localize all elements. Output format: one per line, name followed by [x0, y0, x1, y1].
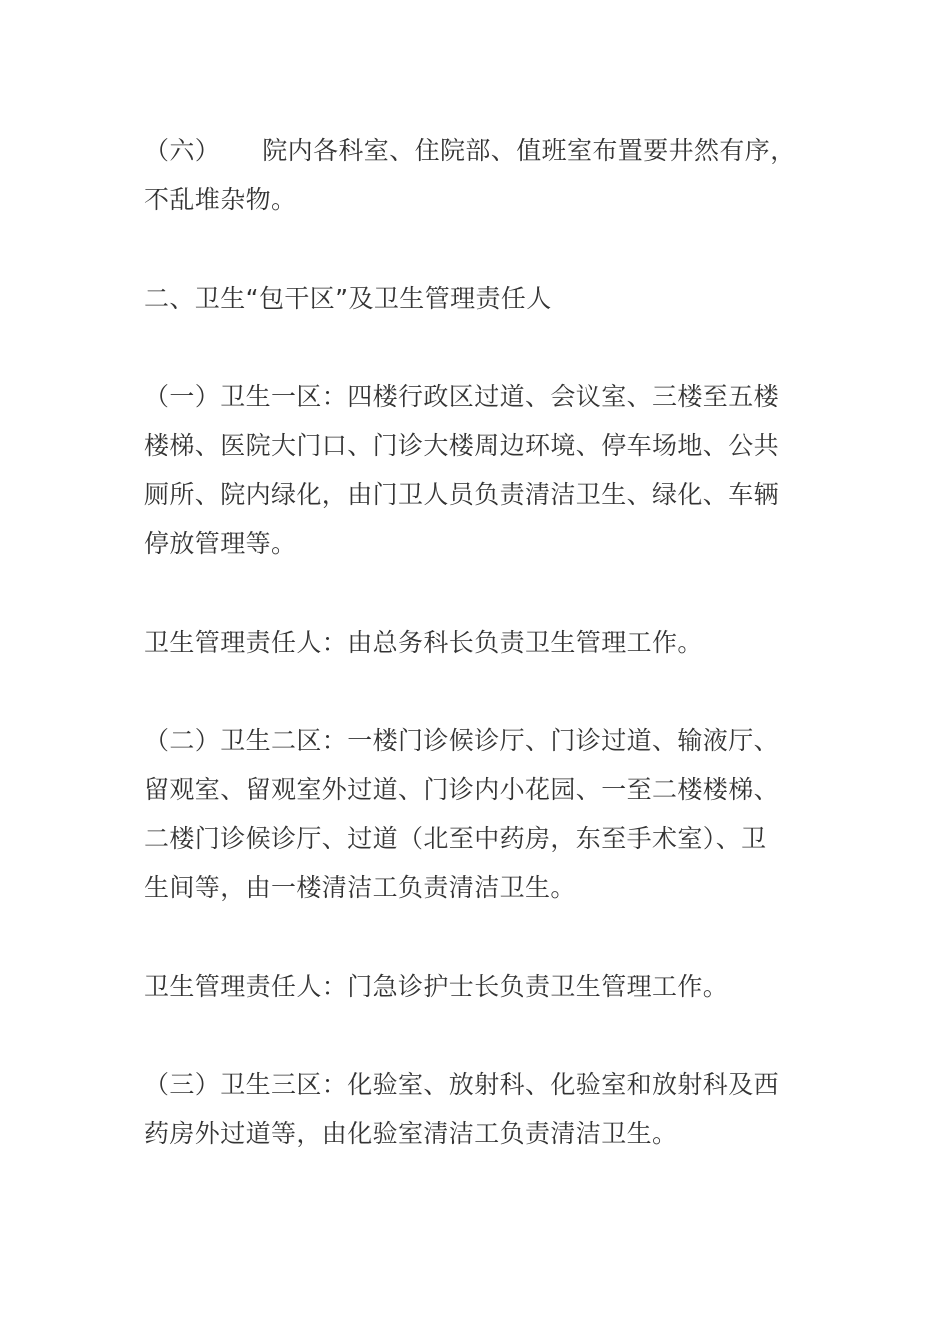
heading-text: 二、卫生“包干区”及卫生管理责任人 [144, 284, 552, 313]
paragraph-line: （二）卫生二区：一楼门诊候诊厅、门诊过道、输液厅、 [144, 726, 780, 755]
item-number: （六） [144, 136, 221, 165]
paragraph-line: 厕所、院内绿化，由门卫人员负责清洁卫生、绿化、车辆 [144, 480, 780, 509]
paragraph-line [144, 126, 796, 175]
paragraph-line: 药房外过道等，由化验室清洁工负责清洁卫生。 [144, 1119, 678, 1148]
paragraph-line: （三）卫生三区：化验室、放射科、化验室和放射科及西 [144, 1070, 780, 1099]
paragraph-line: 生间等，由一楼清洁工负责清洁卫生。 [144, 873, 576, 902]
paragraph-line: （一）卫生一区：四楼行政区过道、会议室、三楼至五楼 [144, 382, 780, 411]
paragraph-line: 卫生管理责任人：门急诊护士长负责卫生管理工作。 [144, 972, 729, 1001]
paragraph-line: 二楼门诊候诊厅、过道（北至中药房，东至手术室）、卫 [144, 824, 767, 853]
paragraph-line: 楼梯、医院大门口、门诊大楼周边环境、停车场地、公共 [144, 431, 780, 460]
paragraph-zone-2-manager [144, 962, 790, 1011]
item-text: 院内各科室、住院部、值班室布置要井然有序， [262, 136, 796, 165]
paragraph-zone-2 [144, 716, 790, 912]
paragraph-item-6 [144, 126, 796, 224]
paragraph-line: 留观室、留观室外过道、门诊内小花园、一至二楼楼梯、 [144, 775, 780, 804]
paragraph-zone-1 [144, 372, 790, 568]
paragraph-zone-3 [144, 1060, 790, 1158]
paragraph-zone-1-manager [144, 618, 790, 667]
paragraph-line: 停放管理等。 [144, 529, 297, 558]
section-heading [144, 274, 790, 323]
paragraph-line: 卫生管理责任人：由总务科长负责卫生管理工作。 [144, 628, 703, 657]
paragraph-line: 不乱堆杂物。 [144, 185, 297, 214]
